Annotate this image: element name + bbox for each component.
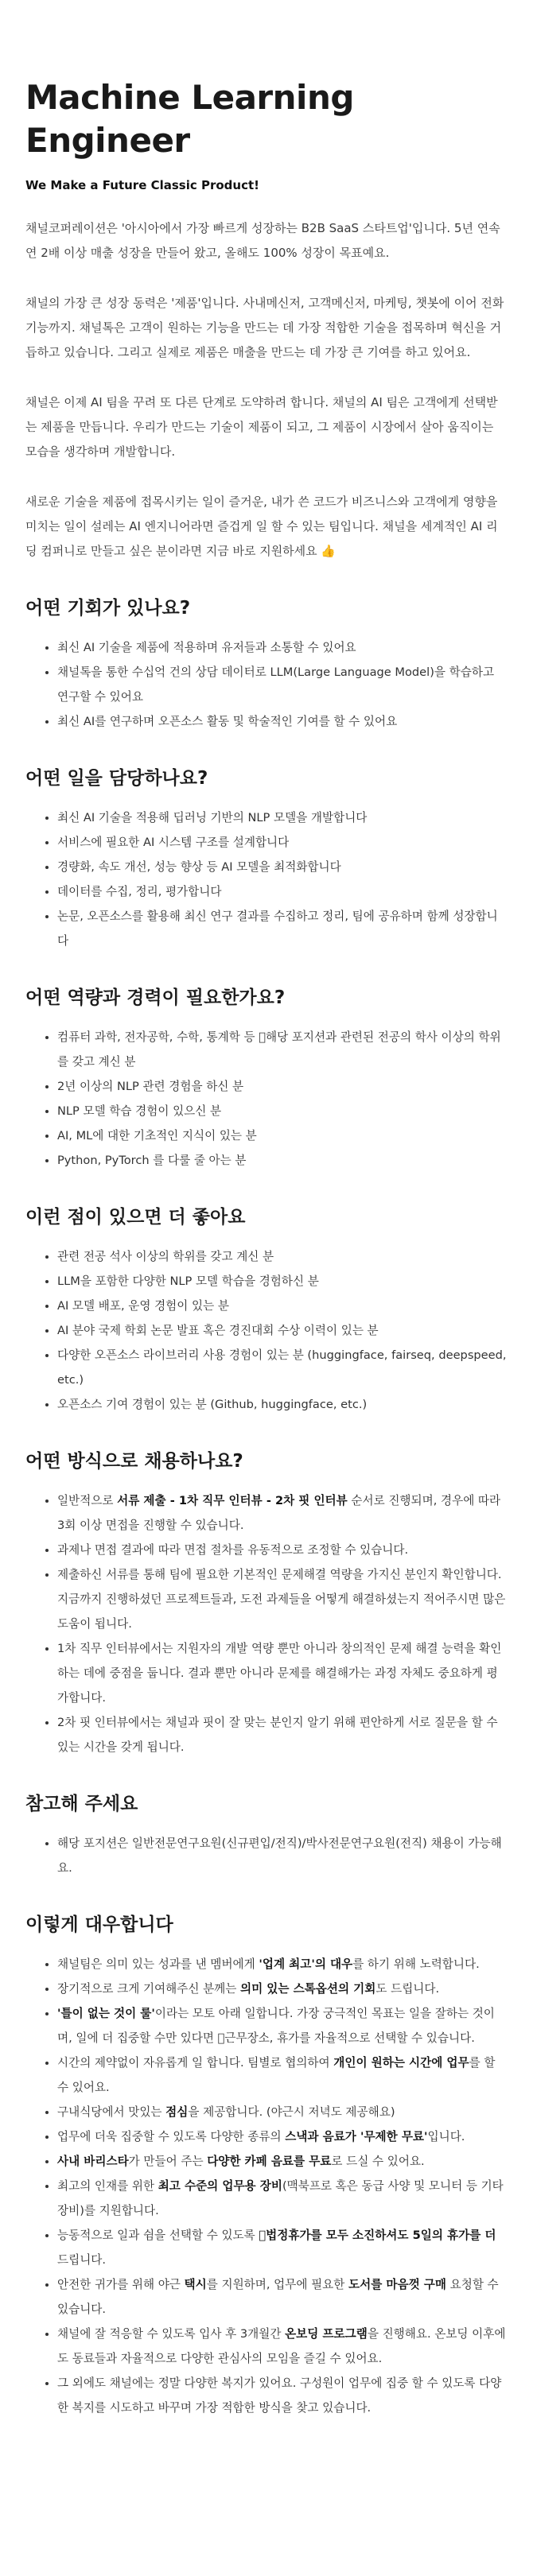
text: 드립니다. [57,2253,107,2267]
bullet-list [25,1831,508,1880]
list-item [57,1392,508,1417]
list-item [57,1538,508,1562]
text: 관련 전공 석사 이상의 학위를 갖고 계신 분 [57,1250,274,1263]
intro [25,216,508,564]
text: 로 드실 수 있어요. [331,2155,425,2168]
list-item [57,1952,508,1977]
list-item [57,2371,508,2420]
text: 순서로 진행되며, 경우에 따라 3회 이상 면접을 진행할 수 있습니다. [57,1494,501,1532]
bold-text: '틀이 없는 것이 룰' [57,2007,155,2020]
list-item [57,1710,508,1759]
text: 를 할 수 있어요. [57,2056,496,2094]
bold-text: 스낵과 음료가 '무제한 무료' [285,2130,428,2143]
text: AI 모델 배포, 운영 경험이 있는 분 [57,1299,229,1313]
list-item [57,1099,508,1123]
text: 구내식당에서 맛있는 [57,2105,166,2119]
text: 논문, 오픈소스를 활용해 최신 연구 결과를 수집하고 정리, 팀에 공유하며 함께 성장합니다 [57,910,498,948]
text: AI 분야 국제 학회 논문 발표 혹은 경진대회 수상 이력이 있는 분 [57,1324,379,1337]
text: 입니다. [427,2130,465,2143]
text: 최신 AI 기술을 적용해 딥러닝 기반의 NLP 모델을 개발합니다 [57,811,368,824]
list-item [57,855,508,879]
list-item [57,2322,508,2371]
list-item [57,1148,508,1173]
list-item [57,1123,508,1148]
list-item [57,635,508,660]
bold-text:  법정휴가를 모두 소진하셔도 5일의 휴가를 더 [259,2229,496,2242]
text: 일반적으로 [57,1494,118,1507]
list-item [57,2050,508,2100]
section [25,1791,508,1880]
list-item [57,1488,508,1538]
intro-paragraph: 새로운 기술을 제품에 접목시키는 일이 즐거운, 내가 쓴 코드가 비즈니스와 고객에게 영향을 미치는 일이 설레는 AI 엔지니어라면 즐겁게 일 할 수 있는 팀입니다. 채널을 세계적인 AI 리딩 컴퍼니로 만들고 싶은 분이라면 지금 바로 지원하세요 👍 [25,495,498,558]
text: (맥북프로 혹은 동급 사양 및 모니터 등 기타 장비)를 지원합니다. [57,2179,504,2217]
list-item [57,1318,508,1343]
text: 과제나 면접 결과에 따라 면접 절차를 유동적으로 조정할 수 있습니다. [57,1543,409,1557]
bold-text: 의미 있는 스톡옵션의 기회 [240,1982,376,1996]
list-item [57,1294,508,1318]
text: 채널에 잘 적응할 수 있도록 입사 후 3개월간 [57,2327,286,2341]
section [25,1449,508,1759]
intro-paragraph: 채널의 가장 큰 성장 동력은 '제품'입니다. 사내메신저, 고객메신저, 마케팅, 챗봇에 이어 전화 기능까지. 채널톡은 고객이 원하는 기능을 만드는 데 가장 적합한 기술을 접목하며 혁신을 거듭하고 있습니다. 그리고 실제로 제품은 매출을 만드는 데 가장 큰 기여를 하고 있어요. [25,296,504,359]
list-item [57,1244,508,1269]
bullet-list [25,1244,508,1417]
list-item [57,2174,508,2223]
text: 그 외에도 채널에는 정말 다양한 복지가 있어요. 구성원이 업무에 집중 할 수 있도록 다양한 복지를 시도하고 바꾸며 가장 적합한 방식을 찾고 있습니다. [57,2376,502,2415]
list-item [57,1636,508,1710]
text: 다양한 오픈소스 라이브러리 사용 경험이 있는 분 (huggingface, fairseq, deepspeed, etc.) [57,1348,507,1387]
text: 도 드립니다. [375,1982,440,1996]
bold-text: 택시 [184,2278,207,2291]
intro-paragraph: 채널은 이제 AI 팀을 꾸려 또 다른 단계로 도약하려 합니다. 채널의 AI 팀은 고객에게 선택받는 제품을 만듭니다. 우리가 만드는 기술이 제품이 되고, 그 제품이 시장에서 살아 움직이는 모습을 생각하며 개발합니다. [25,395,498,459]
bold-text: 최고 수준의 업무용 장비 [158,2179,282,2193]
text: LLM을 포함한 다양한 NLP 모델 학습을 경험하신 분 [57,1274,319,1288]
text: 장기적으로 크게 기여해주신 분께는 [57,1982,241,1996]
bullet-list [25,1952,508,2420]
bullet-list [25,635,508,734]
text: 제출하신 서류를 통해 팀에 필요한 기본적인 문제해결 역량을 가지신 분인지 확인합니다. 지금까지 진행하셨던 프로젝트들과, 도전 과제들을 어떻게 해결하셨는지 적어주시면 많은 도움이 됩니다. [57,1568,506,1631]
bold-text: 다양한 카페 음료를 무료 [207,2155,332,2168]
list-item [57,1269,508,1294]
list-item [57,879,508,904]
bullet-list [25,805,508,953]
bold-text: '업계 최고'의 대우 [259,1957,353,1971]
text: 안전한 귀가를 위해 야근 [57,2278,185,2291]
list-item [57,830,508,855]
section [25,1912,508,2420]
section-heading: 어떤 일을 담당하나요? [25,768,208,789]
text: 오픈소스 기여 경험이 있는 분 (Github, huggingface, etc.) [57,1398,368,1411]
text: 이라는 모토 아래 일합니다. 가장 궁극적인 목표는 일을 잘하는 것이며, 일에 더 집중할 수만 있다면  근무장소, 휴가를 자율적으로 선택할 수 있습니다. [57,2007,495,2045]
text: 1차 직무 인터뷰에서는 지원자의 개발 역량 뿐만 아니라 창의적인 문제 해결 능력을 확인하는 데에 중점을 둡니다. 결과 뿐만 아니라 문제를 해결해가는 과정 자체도 중요하게 평가합니다. [57,1642,502,1705]
text: 가 만들어 주는 [128,2155,208,2168]
list-item [57,2001,508,2050]
text: 을 진행해요. 온보딩 이후에도 동료들과 자율적으로 다양한 관심사의 모임을 즐길 수 있어요. [57,2327,506,2365]
bold-text: 사내 바리스타 [57,2155,129,2168]
text: 컴퓨터 과학, 전자공학, 수학, 통계학 등  해당 포지션과 관련된 전공의 학사 이상의 학위를 갖고 계신 분 [57,1030,501,1069]
bullet-list [25,1488,508,1759]
list-item [57,1074,508,1099]
section [25,985,508,1173]
bold-text: 온보딩 프로그램 [285,2327,368,2341]
section-heading: 이런 점이 있으면 더 좋아요 [25,1207,246,1228]
text: 를 하기 위해 노력합니다. [352,1957,480,1971]
list-item [57,1977,508,2001]
text: 경량화, 속도 개선, 성능 향상 등 AI 모델을 최적화합니다 [57,860,341,874]
bold-text: 점심 [165,2105,189,2119]
text: 서비스에 필요한 AI 시스템 구조를 설계합니다 [57,836,290,849]
list-item [57,1343,508,1392]
list-item [57,2149,508,2174]
text: 을 제공합니다. (야근시 저녁도 제공해요) [188,2105,395,2119]
bold-text: 서류 제출 - 1차 직무 인터뷰 - 2차 핏 인터뷰 [117,1494,348,1507]
text: 해당 포지션은 일반전문연구요원(신규편입/전직)/박사전문연구요원(전직) 채용이 가능해요. [57,1837,502,1875]
text: 요청할 수 있습니다. [57,2278,499,2316]
section [25,596,508,734]
text: AI, ML에 대한 기초적인 지식이 있는 분 [57,1129,257,1143]
list-item [57,1831,508,1880]
section [25,1205,508,1417]
list-item [57,1025,508,1074]
list-item [57,1562,508,1636]
page-title: Machine Learning Engineer [25,78,354,160]
bullet-list [25,1025,508,1173]
section [25,766,508,953]
text: 최신 AI 기술을 제품에 적용하며 유저들과 소통할 수 있어요 [57,641,356,654]
section-heading: 이렇게 대우합니다 [25,1915,173,1935]
text: 최신 AI를 연구하며 오픈소스 활동 및 학술적인 기여를 할 수 있어요 [57,715,398,728]
list-item [57,805,508,830]
list-item [57,2100,508,2124]
list-item [57,709,508,734]
text: 2차 핏 인터뷰에서는 채널과 핏이 잘 맞는 분인지 알기 위해 편안하게 서로 질문을 할 수 있는 시간을 갖게 됩니다. [57,1716,498,1754]
section-heading: 어떤 기회가 있나요? [25,598,191,619]
section-heading: 참고해 주세요 [25,1794,138,1814]
page-subtitle: We Make a Future Classic Product! [25,178,259,192]
text: 업무에 더욱 집중할 수 있도록 다양한 종류의 [57,2130,286,2143]
list-item [57,2223,508,2272]
list-item [57,904,508,953]
sections [25,596,508,2420]
text: 시간의 제약없이 자유롭게 일 합니다. 팀별로 협의하여 [57,2056,334,2070]
text: 채널팀은 의미 있는 성과를 낸 멤버에게 [57,1957,259,1971]
list-item [57,2272,508,2322]
section-heading: 어떤 방식으로 채용하나요? [25,1451,243,1472]
bold-text: 도서를 마음껏 구매 [348,2278,446,2291]
text: 2년 이상의 NLP 관련 경험을 하신 분 [57,1080,244,1093]
text: 를 지원하며, 업무에 필요한 [206,2278,349,2291]
section-heading: 어떤 역량과 경력이 필요한가요? [25,987,286,1008]
text: NLP 모델 학습 경험이 있으신 분 [57,1104,222,1118]
bold-text: 개인이 원하는 시간에 업무 [333,2056,469,2070]
text: 데이터를 수집, 정리, 평가합니다 [57,885,222,898]
list-item [57,2124,508,2149]
intro-paragraph: 채널코퍼레이션은 '아시아에서 가장 빠르게 성장하는 B2B SaaS 스타트업'입니다. 5년 연속 연 2배 이상 매출 성장을 만들어 왔고, 올해도 100% 성장이 목표예요. [25,221,500,260]
text: Python, PyTorch 를 다룰 줄 아는 분 [57,1154,247,1167]
text: 최고의 인재를 위한 [57,2179,158,2193]
text: 채널톡을 통한 수십억 건의 상담 데이터로 LLM(Large Language Model)을 학습하고 연구할 수 있어요 [57,665,495,704]
list-item [57,660,508,709]
text: 능동적으로 일과 쉼을 선택할 수 있도록 [57,2229,259,2242]
